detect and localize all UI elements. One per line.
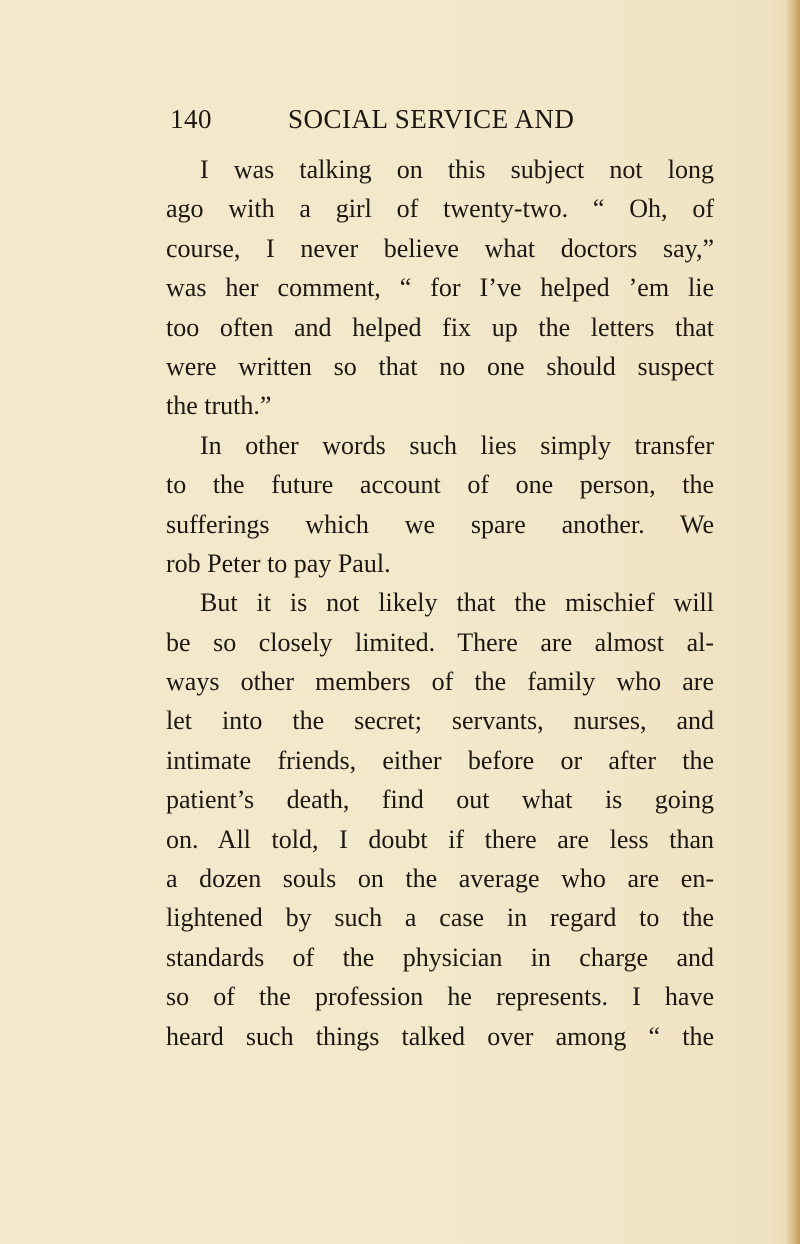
text-line: so of the profession he represents. I have (166, 982, 714, 1012)
text-line: heard such things talked over among “ the (166, 1021, 714, 1051)
text-line: I was talking on this subject not long (200, 155, 714, 184)
text-line: too often and helped fix up the letters that (166, 312, 714, 342)
text-line: In other words such lies simply transfer (200, 430, 714, 460)
text-line: intimate friends, either before or after the (166, 745, 714, 775)
text-line: the truth.” (166, 391, 272, 421)
text-line: course, I never believe what doctors say,” (166, 233, 714, 263)
text-line: to the future account of one person, the (166, 470, 714, 500)
text-line: a dozen souls on the average who are en- (166, 864, 714, 894)
text-line: sufferings which we spare another. We (166, 509, 714, 539)
page-edge-shadow (786, 0, 800, 1244)
text-line: were written so that no one should suspect (166, 351, 714, 381)
text-line: But it is not likely that the mischief will (200, 588, 714, 618)
body-text (166, 150, 714, 1056)
text-line: was her comment, “ for I’ve helped ’em lie (166, 273, 714, 303)
text-line: ago with a girl of twenty-two. “ Oh, of (166, 194, 714, 224)
page-header (170, 104, 640, 144)
text-line: rob Peter to pay Paul. (166, 548, 391, 578)
text-line: on. All told, I doubt if there are less than (166, 824, 714, 854)
text-line: lightened by such a case in regard to the (166, 903, 714, 933)
text-line: let into the secret; servants, nurses, and (166, 706, 714, 736)
text-line: standards of the physician in charge and (166, 942, 714, 972)
running-head: SOCIAL SERVICE AND (288, 104, 575, 134)
text-line: ways other members of the family who are (166, 667, 714, 697)
page-number: 140 (170, 104, 212, 134)
text-line: be so closely limited. There are almost al- (166, 627, 714, 657)
text-line: patient’s death, find out what is going (166, 785, 714, 815)
